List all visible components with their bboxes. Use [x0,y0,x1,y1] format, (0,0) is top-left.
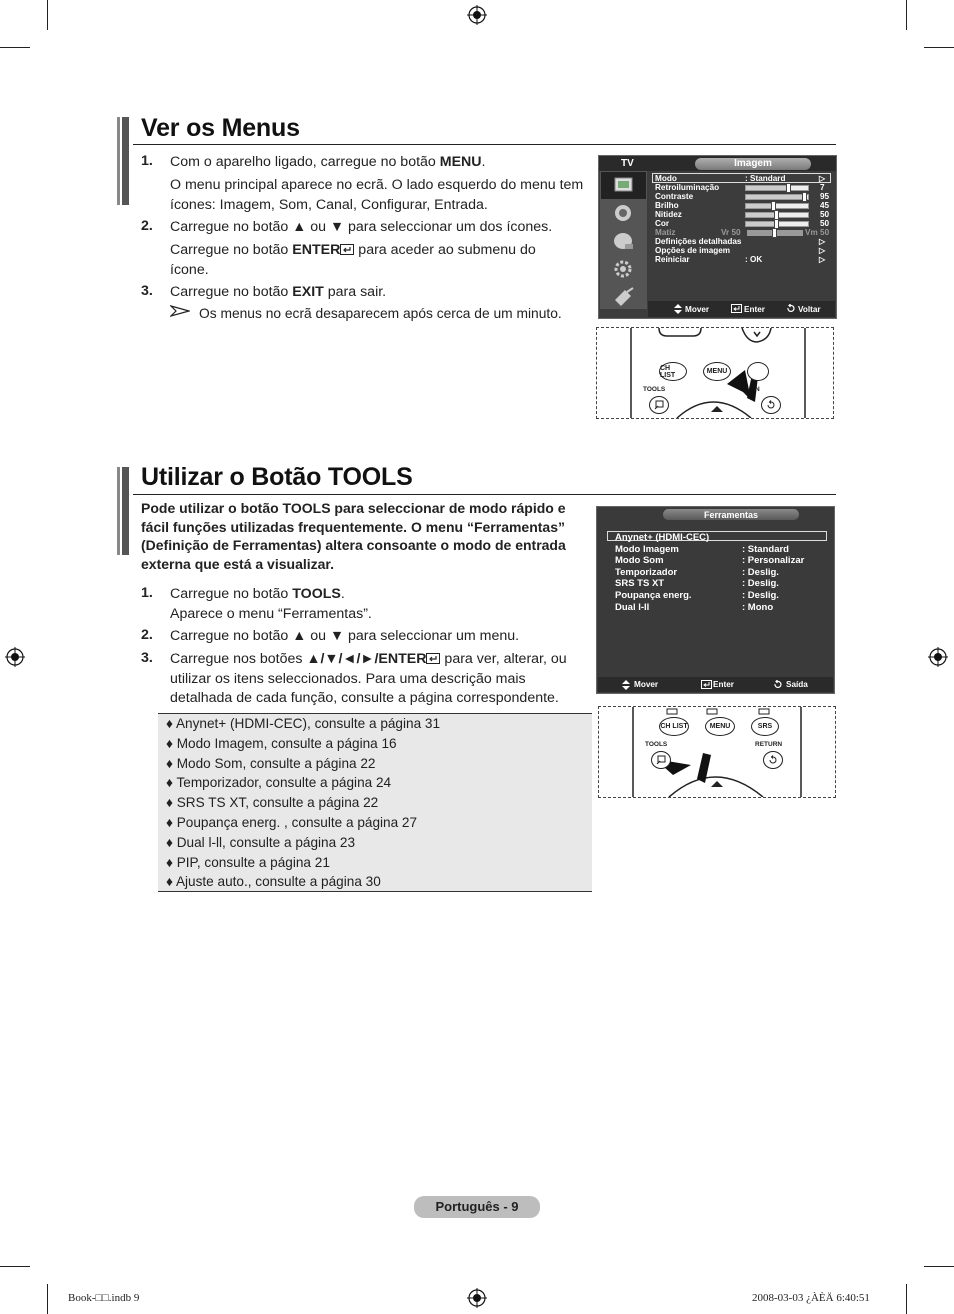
section-bar [117,117,129,205]
sidebar-item-picture[interactable] [601,172,646,199]
crop-mark [906,1284,907,1314]
step-text: Carregue no botão TOOLS. [170,586,345,602]
list-item: ♦ Dual l-ll, consulte a página 23 [166,834,356,850]
selected-row-highlight [652,173,831,183]
step-text: Carregue no botão ENTER para aceder ao submenu do ícone. [170,242,536,278]
menu-header-title: Imagem [734,158,772,169]
osd-row-label: Retroiluminação [655,183,720,192]
arrow-right-icon: ▷ [819,237,826,246]
page-number-badge: Português - 9 [414,1196,540,1218]
osd-slider [745,194,809,200]
step-text: Carregue no botão EXIT para sair. [170,284,387,300]
return-button [763,751,783,769]
crop-mark [0,47,30,48]
slider-knob [786,183,791,193]
osd-row-value: 50 [820,219,830,228]
osd-row-value: 50 [820,210,830,219]
crop-mark [0,1266,30,1267]
step-number: 1. [141,153,153,169]
osd-row-label: Brilho [655,201,679,210]
sidebar-item-input[interactable] [601,284,646,309]
chlist-button: CH LIST [659,717,689,736]
tv-osd-picture-menu [598,155,837,319]
sidebar-item-setup[interactable] [601,256,646,283]
step-text: Carregue nos botões ▲/▼/◄/►/ENTER para ver, alterar, ou utilizar os itens seleccionados. Para uma descrição mais detalhada de cada função, consulte a página correspondente. [170,651,567,706]
osd-row-value: : Deslig. [742,590,779,601]
osd-row-label: Reiniciar [655,255,690,264]
tools-icon [656,755,666,765]
section-title: Utilizar o Botão TOOLS [141,463,413,491]
list-item: ♦ PIP, consulte a página 21 [166,854,330,870]
osd-row-value: 45 [820,201,830,210]
return-label: N [755,386,760,393]
return-icon [786,304,795,313]
osd-row-label: Matiz [655,228,676,237]
registration-mark-icon [928,647,948,667]
list-item: ♦ Modo Imagem, consulte a página 16 [166,735,397,751]
osd-row-value: 7 [820,183,825,192]
osd-submenu: Definições detalhadas [655,237,742,246]
intro-text: Pode utilizar o botão TOOLS para seleccionar de modo rápido e fácil funções utilizadas frequentemente. O menu “Ferramentas” (Definição de Ferramentas) altera consoante o modo de entrada externa que está a visualizar. [141,500,566,572]
tools-button [649,396,669,414]
section-bar [117,467,129,555]
step-description: Aparece o menu “Ferramentas”. [170,606,372,622]
osd-row-label: Contraste [655,192,694,201]
return-label: RETURN [755,741,783,748]
sidebar-item-sound[interactable] [601,200,646,227]
tv-label: TV [621,158,634,169]
osd-slider [745,203,809,209]
osd-row-value: 95 [820,192,830,201]
step-description: O menu principal aparece no ecrã. O lado esquerdo do menu tem ícones: Imagem, Som, Canal, Configurar, Entrada. [170,177,584,213]
osd-slider [745,185,809,191]
channel-icon [601,228,646,255]
section-rule [133,144,836,145]
return-icon [766,400,776,410]
crop-mark [924,47,954,48]
crop-mark [47,0,48,30]
sound-icon [601,200,646,227]
footer-move: Mover [634,680,659,689]
crop-mark [924,1266,954,1267]
menu-button: MENU [703,362,731,381]
srs-button [747,362,769,381]
return-icon [768,755,778,765]
osd-row-label: Nitidez [655,210,682,219]
footer-enter: Enter [713,680,734,689]
step-text: Carregue no botão ▲ ou ▼ para seleccionar um menu. [170,628,520,644]
arrow-right-icon: ▷ [819,246,826,255]
enter-icon [701,680,712,689]
osd-row-label: Modo Som [615,555,664,567]
srs-button: SRS [751,717,779,736]
footer-exit: Saída [786,680,808,689]
enter-icon [426,653,440,664]
step-text: Com o aparelho ligado, carregue no botão MENU. [170,154,486,170]
tools-label: TOOLS [645,741,668,748]
tools-icon [654,400,664,410]
slider-knob [802,192,807,202]
step-text: Carregue no botão ▲ ou ▼ para seleccionar um dos ícones. [170,219,553,235]
menu-header-title: Ferramentas [703,510,759,520]
note-arrow-icon [170,305,190,317]
osd-row-label: Poupança energ. [615,590,692,601]
menu-button: MENU [705,717,735,736]
list-item: ♦ Anynet+ (HDMI-CEC), consulte a página 31 [166,716,441,731]
tools-label: TOOLS [643,386,666,393]
footer-move: Mover [685,305,710,314]
print-slug-right: 2008-03-03 ¿ÀÈÄ 6:40:51 [752,1292,870,1304]
step-number: 1. [141,585,153,601]
slider-knob [772,228,777,238]
osd-row-value: : Standard [745,174,786,183]
picture-icon [601,172,646,199]
tools-button [651,751,671,769]
osd-row-label: Modo Imagem [615,543,679,555]
tv-osd-tools-menu [596,506,835,694]
step-number: 3. [141,650,153,666]
section-title: Ver os Menus [141,114,300,142]
remote-control-image [598,706,836,798]
crop-mark [47,1284,48,1314]
osd-row-label: Cor [655,219,670,228]
step-number: 3. [141,283,153,299]
remote-control-image [596,327,834,419]
section-rule [133,494,836,495]
arrow-right-icon: ▷ [819,255,826,264]
list-item: ♦ Temporizador, consulte a página 24 [166,775,392,791]
osd-row-value: : Deslig. [742,578,779,590]
sidebar-item-channel[interactable] [601,228,646,255]
list-item: ♦ SRS TS XT, consulte a página 22 [166,795,379,811]
list-item: ♦ Ajuste auto., consulte a página 30 [166,874,381,890]
registration-mark-icon [467,5,487,25]
registration-mark-icon [5,647,25,667]
osd-row-label: Temporizador [615,566,678,578]
osd-row-value: : OK [745,255,763,264]
osd-row-label: Modo [655,174,677,183]
move-arrows-icon [622,680,630,690]
osd-row-label: Dual l-ll [615,601,650,613]
chlist-button: CH LIST [659,362,687,381]
osd-row-label: SRS TS XT [615,578,665,590]
osd-row-value: : Mono [742,601,774,613]
move-arrows-icon [674,304,682,314]
osd-row-value: : Personalizar [742,555,805,567]
page-reference-list [158,713,592,892]
crop-mark [906,0,907,30]
osd-row-value: : Deslig. [742,566,779,578]
step-number: 2. [141,627,153,643]
enter-icon [731,304,742,313]
osd-row-value: : Standard [742,543,789,555]
list-item: ♦ Modo Som, consulte a página 22 [166,755,376,771]
registration-mark-icon [467,1288,487,1308]
gear-icon [601,256,646,283]
enter-icon [340,244,354,255]
list-item: ♦ Poupança energ. , consulte a página 27 [166,815,418,830]
return-button [761,396,781,414]
return-icon [773,680,782,689]
footer-back: Voltar [798,305,821,314]
print-slug-left: Book-□□.indb 9 [68,1292,140,1304]
osd-submenu: Opções de imagem [655,246,731,255]
step-number: 2. [141,218,153,234]
note-text: Os menus no ecrã desaparecem após cerca de um minuto. [199,306,562,321]
matiz-right: Vm 50 [805,228,830,237]
osd-row-label: Anynet+ (HDMI-CEC) [615,532,710,543]
matiz-left: Vr 50 [721,228,741,237]
arrow-right-icon: ▷ [819,174,826,183]
footer-enter: Enter [744,305,765,314]
input-icon [601,284,646,309]
